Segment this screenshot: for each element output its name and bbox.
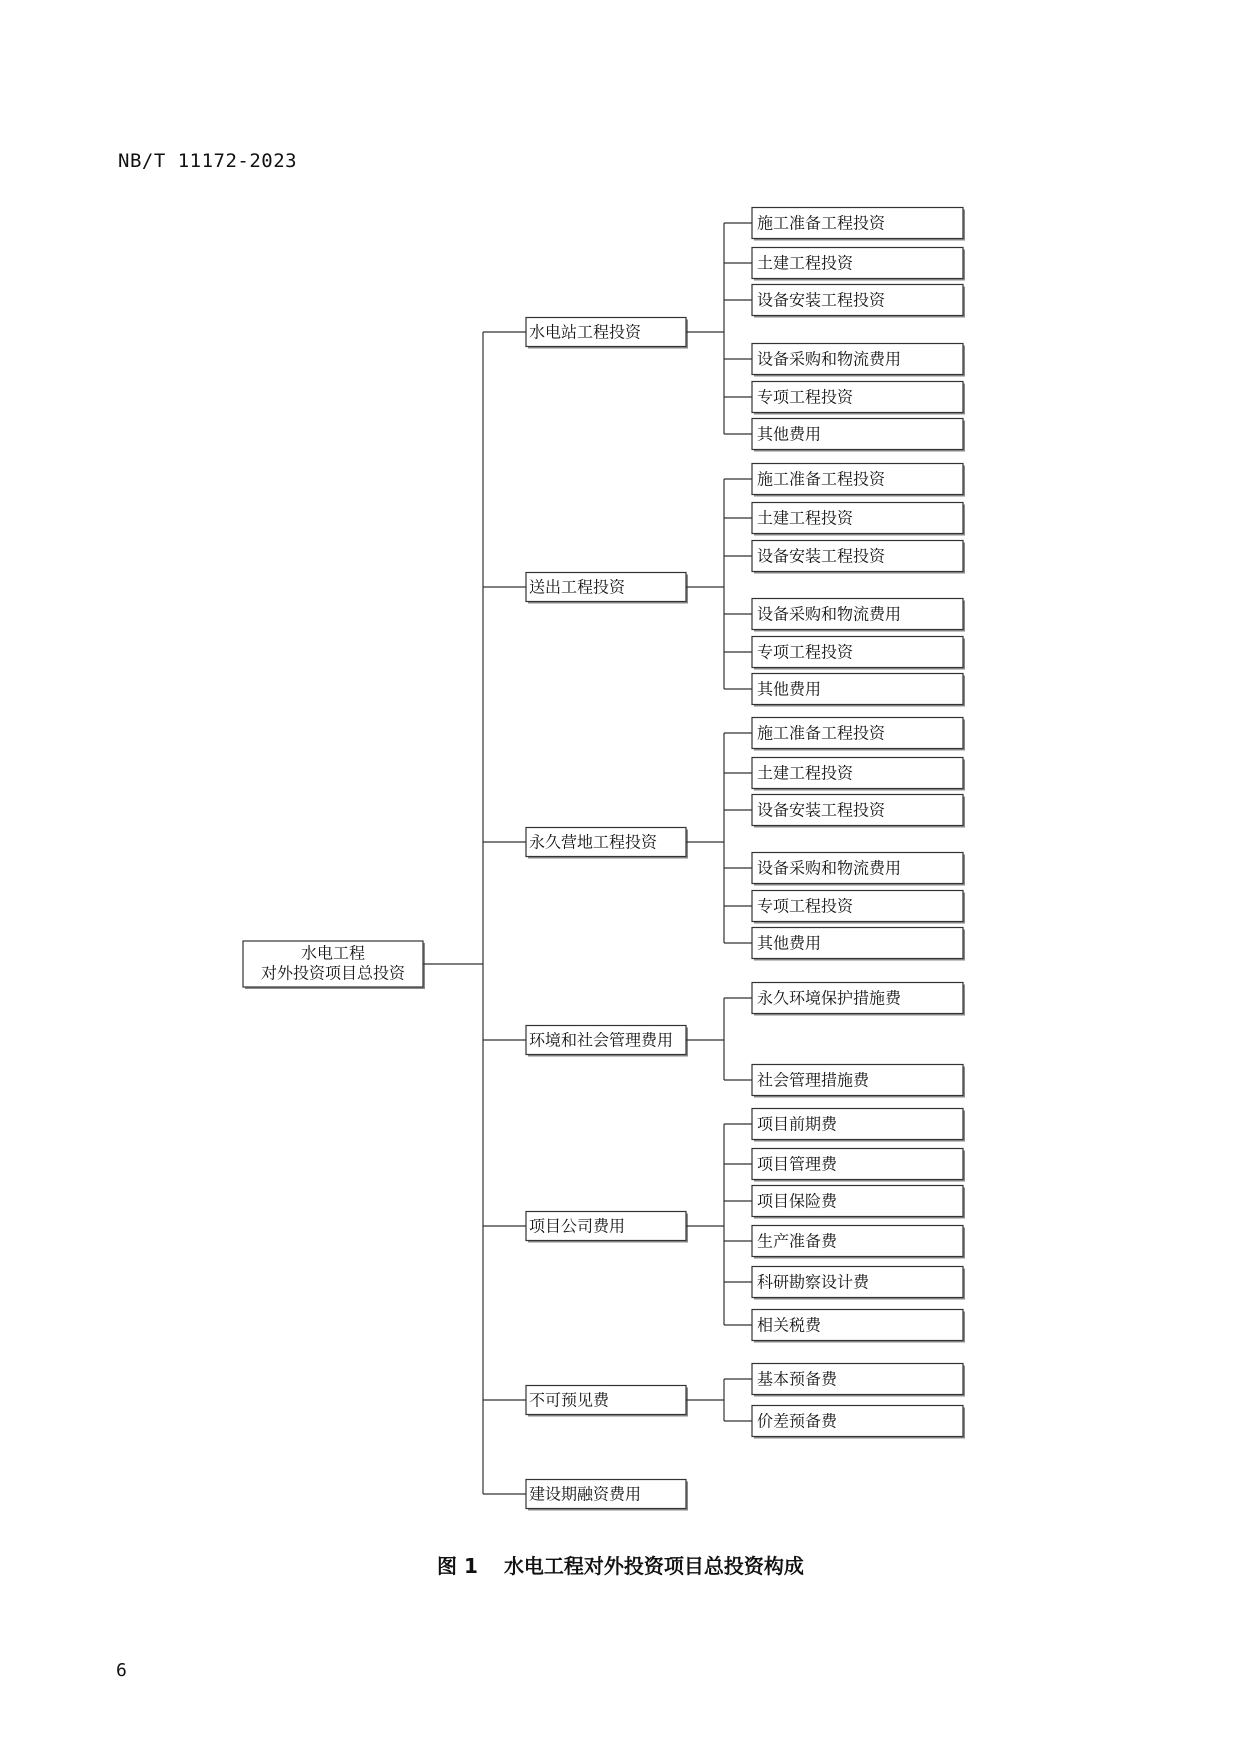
branch-node: [526, 1026, 688, 1057]
node-label: 土建工程投资: [757, 508, 854, 528]
node-label: 设备采购和物流费用: [757, 858, 902, 878]
figure-caption: [0, 1550, 1241, 1579]
node-label: 其他费用: [757, 933, 822, 953]
page-number: 6: [116, 1660, 127, 1681]
leaf-node: [752, 419, 965, 452]
node-label: 建设期融资费用: [529, 1484, 642, 1504]
node-label: 其他费用: [757, 424, 822, 444]
node-label: 项目前期费: [757, 1114, 838, 1134]
node-label: 相关税费: [757, 1315, 822, 1335]
node-label: 价差预备费: [757, 1411, 838, 1431]
node-label: 设备采购和物流费用: [757, 604, 902, 624]
leaf-node: [752, 1364, 965, 1397]
leaf-node: [752, 795, 965, 828]
leaf-node: [752, 637, 965, 670]
leaf-node: [752, 599, 965, 632]
node-label: 永久环境保护措施费: [757, 988, 902, 1008]
leaf-node: [752, 503, 965, 536]
branch-node: [526, 573, 688, 604]
leaf-node: [752, 983, 965, 1016]
node-label: 设备安装工程投资: [757, 800, 886, 820]
branch-node: [526, 1212, 688, 1243]
node-label: 施工准备工程投资: [757, 469, 886, 489]
leaf-node: [752, 285, 965, 318]
leaf-node: [752, 1226, 965, 1259]
leaf-node: [752, 853, 965, 886]
leaf-node: [752, 1109, 965, 1142]
leaf-node: [752, 1186, 965, 1219]
node-label: 施工准备工程投资: [757, 213, 886, 233]
leaf-node: [752, 758, 965, 791]
branch-node: [526, 1386, 688, 1417]
leaf-node: [752, 541, 965, 574]
node-label: 专项工程投资: [757, 642, 854, 662]
leaf-node: [752, 1065, 965, 1098]
node-label: 基本预备费: [757, 1369, 838, 1389]
node-label: 专项工程投资: [757, 896, 854, 916]
branch-node: [526, 1480, 688, 1511]
leaf-node: [752, 248, 965, 281]
figure-title: 水电工程对外投资项目总投资构成: [503, 1554, 804, 1578]
leaf-node: [752, 382, 965, 415]
node-label: 科研勘察设计费: [757, 1272, 870, 1292]
leaf-node: [752, 344, 965, 377]
leaf-node: [752, 464, 965, 497]
node-label: 设备安装工程投资: [757, 290, 886, 310]
node-label: 项目管理费: [757, 1154, 838, 1174]
figure-number: 图 1: [437, 1554, 478, 1578]
branch-node: [526, 828, 688, 859]
root-node: [243, 941, 425, 989]
node-label: 施工准备工程投资: [757, 723, 886, 743]
leaf-node: [752, 718, 965, 751]
node-label: 社会管理措施费: [757, 1070, 870, 1090]
node-label: 项目公司费用: [529, 1216, 626, 1236]
node-label: 土建工程投资: [757, 253, 854, 273]
node-label: 永久营地工程投资: [529, 832, 658, 852]
leaf-node: [752, 1310, 965, 1343]
leaf-node: [752, 674, 965, 707]
node-label: 专项工程投资: [757, 387, 854, 407]
node-label: 项目保险费: [757, 1191, 838, 1211]
leaf-node: [752, 1149, 965, 1182]
node-label: 生产准备费: [757, 1231, 838, 1251]
node-label: 对外投资项目总投资: [260, 963, 406, 983]
node-label: 其他费用: [757, 679, 822, 699]
node-label: 土建工程投资: [757, 763, 854, 783]
leaf-node: [752, 928, 965, 961]
node-label: 设备采购和物流费用: [757, 349, 902, 369]
leaf-node: [752, 1406, 965, 1439]
leaf-node: [752, 891, 965, 924]
node-label: 设备安装工程投资: [757, 546, 886, 566]
branch-node: [526, 318, 688, 349]
leaf-node: [752, 208, 965, 241]
node-label: 不可预见费: [529, 1390, 610, 1410]
node-label: 水电站工程投资: [529, 322, 642, 342]
node-label: 环境和社会管理费用: [529, 1030, 674, 1050]
document-code: NB/T 11172-2023: [118, 150, 298, 172]
leaf-node: [752, 1267, 965, 1300]
node-label: 水电工程: [300, 943, 366, 963]
node-label: 送出工程投资: [529, 577, 626, 597]
